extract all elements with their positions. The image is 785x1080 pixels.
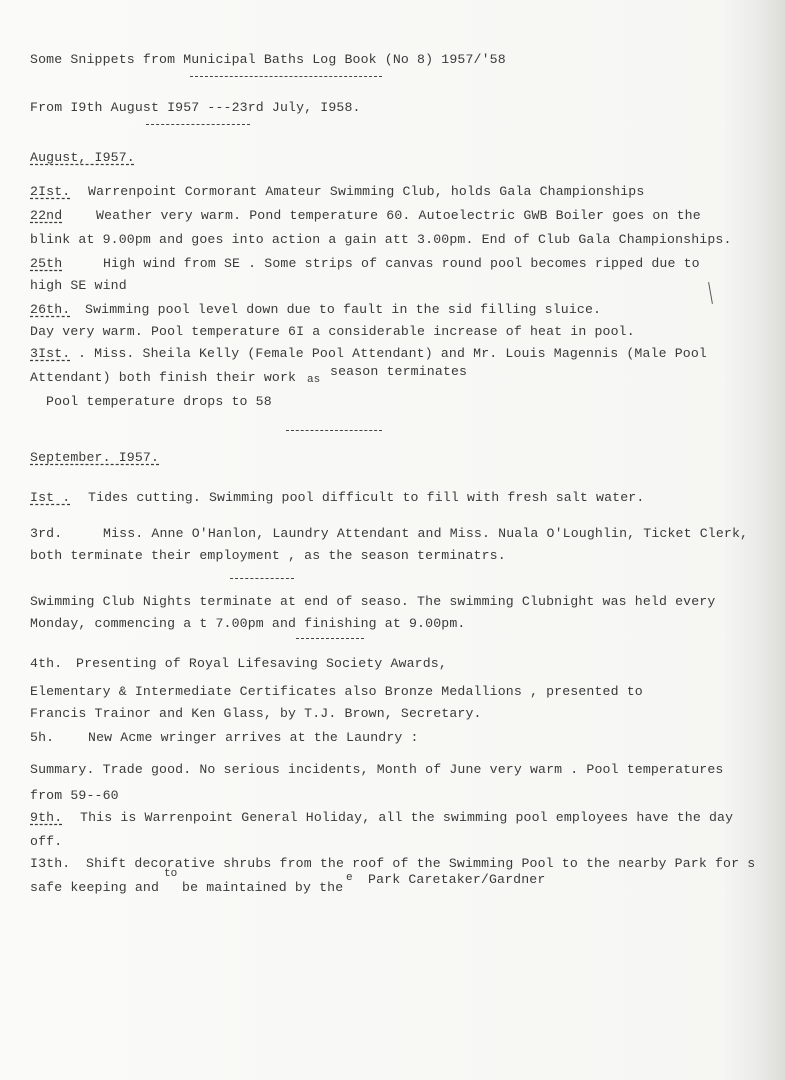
entry-date: 3Ist. [30, 346, 71, 361]
entry-text: High wind from SE . Some strips of canvas round pool becomes ripped due to [103, 256, 700, 271]
entry-text: Park Caretaker/Gardner [368, 872, 546, 887]
heading-august: August, I957. [30, 150, 135, 165]
document-title: Some Snippets from Municipal Baths Log Book (No 8) 1957/'58 [30, 52, 506, 67]
entry-date: 22nd [30, 208, 63, 223]
entry-date: 4th. [30, 656, 63, 671]
entry-text: safe keeping and [30, 880, 160, 895]
entry-date: 5h. [30, 730, 55, 745]
entry-text: Francis Trainor and Ken Glass, by T.J. Brown, Secretary. [30, 706, 482, 721]
entry-divider [230, 578, 294, 579]
entry-text: Presenting of Royal Lifesaving Society Awards, [76, 656, 447, 671]
entry-date: 3rd. [30, 526, 63, 541]
entry-text: . Miss. Sheila Kelly (Female Pool Attendant) and Mr. Louis Magennis (Male Pool [78, 346, 707, 361]
entry-text: Pool temperature drops to 58 [46, 394, 272, 409]
entry-text: Attendant) both finish their work [30, 370, 297, 385]
entry-insert: e [346, 872, 353, 884]
entry-text: from 59--60 [30, 788, 119, 803]
entry-text: season terminates [330, 364, 468, 379]
entry-date: 25th [30, 256, 63, 271]
section-divider [286, 430, 382, 431]
entry-text: blink at 9.00pm and goes into action a gain att 3.00pm. End of Club Gala Championships. [30, 232, 732, 247]
entry-text: Miss. Anne O'Hanlon, Laundry Attendant and Miss. Nuala O'Loughlin, Ticket Clerk, [103, 526, 749, 541]
entry-date: 9th. [30, 810, 63, 825]
date-range: From I9th August I957 ---23rd July, I958. [30, 100, 361, 115]
entry-text: Swimming Club Nights terminate at end of seaso. The swimming Clubnight was held every [30, 594, 716, 609]
entry-text: be maintained by the [182, 880, 344, 895]
entry-date: 2Ist. [30, 184, 71, 199]
entry-divider [296, 638, 364, 639]
entry-text: Elementary & Intermediate Certificates also Bronze Medallions , presented to [30, 684, 643, 699]
entry-text: high SE wind [30, 278, 127, 293]
entry-insert: to [164, 868, 178, 880]
entry-text: Summary. Trade good. No serious incidents, Month of June very warm . Pool temperatures [30, 762, 724, 777]
entry-text: off. [30, 834, 63, 849]
entry-text: Tides cutting. Swimming pool difficult to fill with fresh salt water. [88, 490, 645, 505]
pen-mark [708, 282, 713, 304]
entry-text: Monday, commencing a t 7.00pm and finishing at 9.00pm. [30, 616, 466, 631]
entry-text: Swimming pool level down due to fault in the sid filling sluice. [85, 302, 602, 317]
entry-date: Ist . [30, 490, 71, 505]
entry-text: Warrenpoint Cormorant Amateur Swimming Club, holds Gala Championships [88, 184, 645, 199]
entry-text: Weather very warm. Pond temperature 60. Autoelectric GWB Boiler goes on the [96, 208, 701, 223]
heading-september: September. I957. [30, 450, 160, 465]
entry-text: Shift decorative shrubs from the roof of the Swimming Pool to the nearby Park for s [86, 856, 756, 871]
entry-insert: as [307, 374, 321, 386]
entry-text: both terminate their employment , as the season terminatrs. [30, 548, 506, 563]
entry-text: New Acme wringer arrives at the Laundry : [88, 730, 419, 745]
date-range-underline [146, 124, 250, 125]
entry-text: Day very warm. Pool temperature 6I a considerable increase of heat in pool. [30, 324, 635, 339]
entry-text: This is Warrenpoint General Holiday, all the swimming pool employees have the day [80, 810, 734, 825]
entry-date: I3th. [30, 856, 71, 871]
title-underline [190, 76, 382, 77]
entry-date: 26th. [30, 302, 71, 317]
